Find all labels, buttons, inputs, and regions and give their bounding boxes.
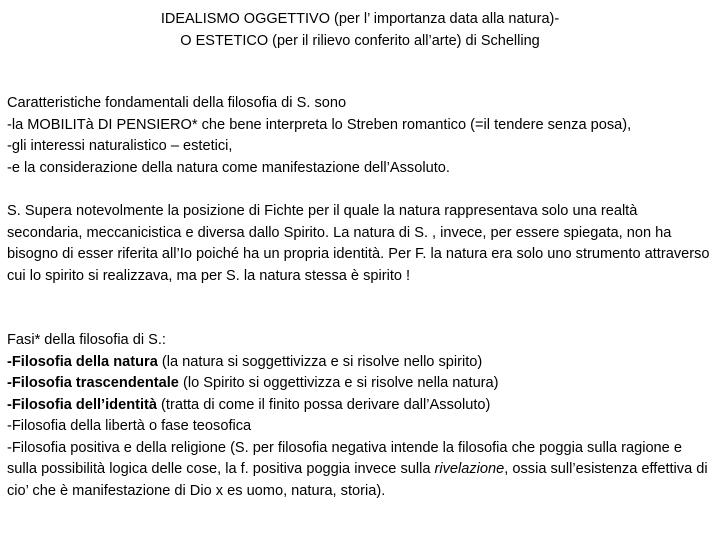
caratteristiche-section bbox=[7, 93, 713, 179]
caratteristiche-item: -e la considerazione della natura come manifestazione dell’Assoluto. bbox=[7, 159, 450, 176]
fasi-item-positiva-text-b: , ossia sull’esistenza effettiva di cio’ che è manifestazione di Dio x es uomo, natura, storia). bbox=[7, 461, 708, 499]
fasi-item-trascendentale-desc: (lo Spirito si oggettivizza e si risolve nella natura) bbox=[178, 375, 499, 391]
fasi-item-positiva-text-a: -Filosofia positiva e della religione (S. per filosofia negativa intende la filosofia che poggia sulla ragione e sulla possibilità logica delle cose, la f. positiva poggia invece sulla bbox=[7, 439, 682, 477]
fasi-item-natura-title: -Filosofia della natura bbox=[7, 353, 158, 370]
fasi-item-natura bbox=[7, 352, 713, 374]
superamento-fichte-paragraph bbox=[7, 201, 713, 287]
caratteristiche-item: -gli interessi naturalistico – estetici, bbox=[7, 138, 233, 154]
fasi-item-natura-desc: (la natura si soggettivizza e si risolve nello spirito) bbox=[157, 353, 483, 370]
fasi-item-identita bbox=[7, 395, 713, 417]
fasi-section bbox=[7, 330, 713, 502]
fasi-item-trascendentale-title: -Filosofia trascendentale bbox=[7, 375, 179, 391]
slide-title bbox=[20, 8, 700, 52]
title-line-1: IDEALISMO OGGETTIVO (per l’ importanza data alla natura)- bbox=[160, 11, 560, 27]
fasi-item-identita-title: -Filosofia dell’identità bbox=[7, 396, 157, 413]
superamento-text: S. Supera notevolmente la posizione di Fichte per il quale la natura rappresentava solo una realtà secondaria, meccanicistica e diversa dallo Spirito. La natura di S. , invece, per essere spiegata, non ha bisogno di esser riferita all’Io poiché ha un propria identità. Per F. la natura era solo uno strumento attraverso cui lo spirito si realizzava, ma per S. la natura stessa è spirito ! bbox=[7, 203, 710, 284]
caratteristiche-item: -la MOBILITà DI PENSIERO* che bene interpreta lo Streben romantico (=il tendere senza posa), bbox=[7, 116, 632, 133]
fasi-item-trascendentale bbox=[7, 373, 713, 395]
fasi-item-positiva bbox=[7, 440, 708, 499]
fasi-intro: Fasi* della filosofia di S.: bbox=[7, 332, 166, 348]
fasi-item-liberta: -Filosofia della libertà o fase teosofica bbox=[7, 418, 252, 434]
title-line-2: O ESTETICO (per il rilievo conferito all’arte) di Schelling bbox=[180, 33, 540, 49]
caratteristiche-intro: Caratteristiche fondamentali della filosofia di S. sono bbox=[7, 95, 347, 111]
fasi-item-positiva-italic: rivelazione bbox=[434, 461, 505, 477]
fasi-item-identita-desc: (tratta di come il finito possa derivare dall’Assoluto) bbox=[157, 396, 491, 413]
